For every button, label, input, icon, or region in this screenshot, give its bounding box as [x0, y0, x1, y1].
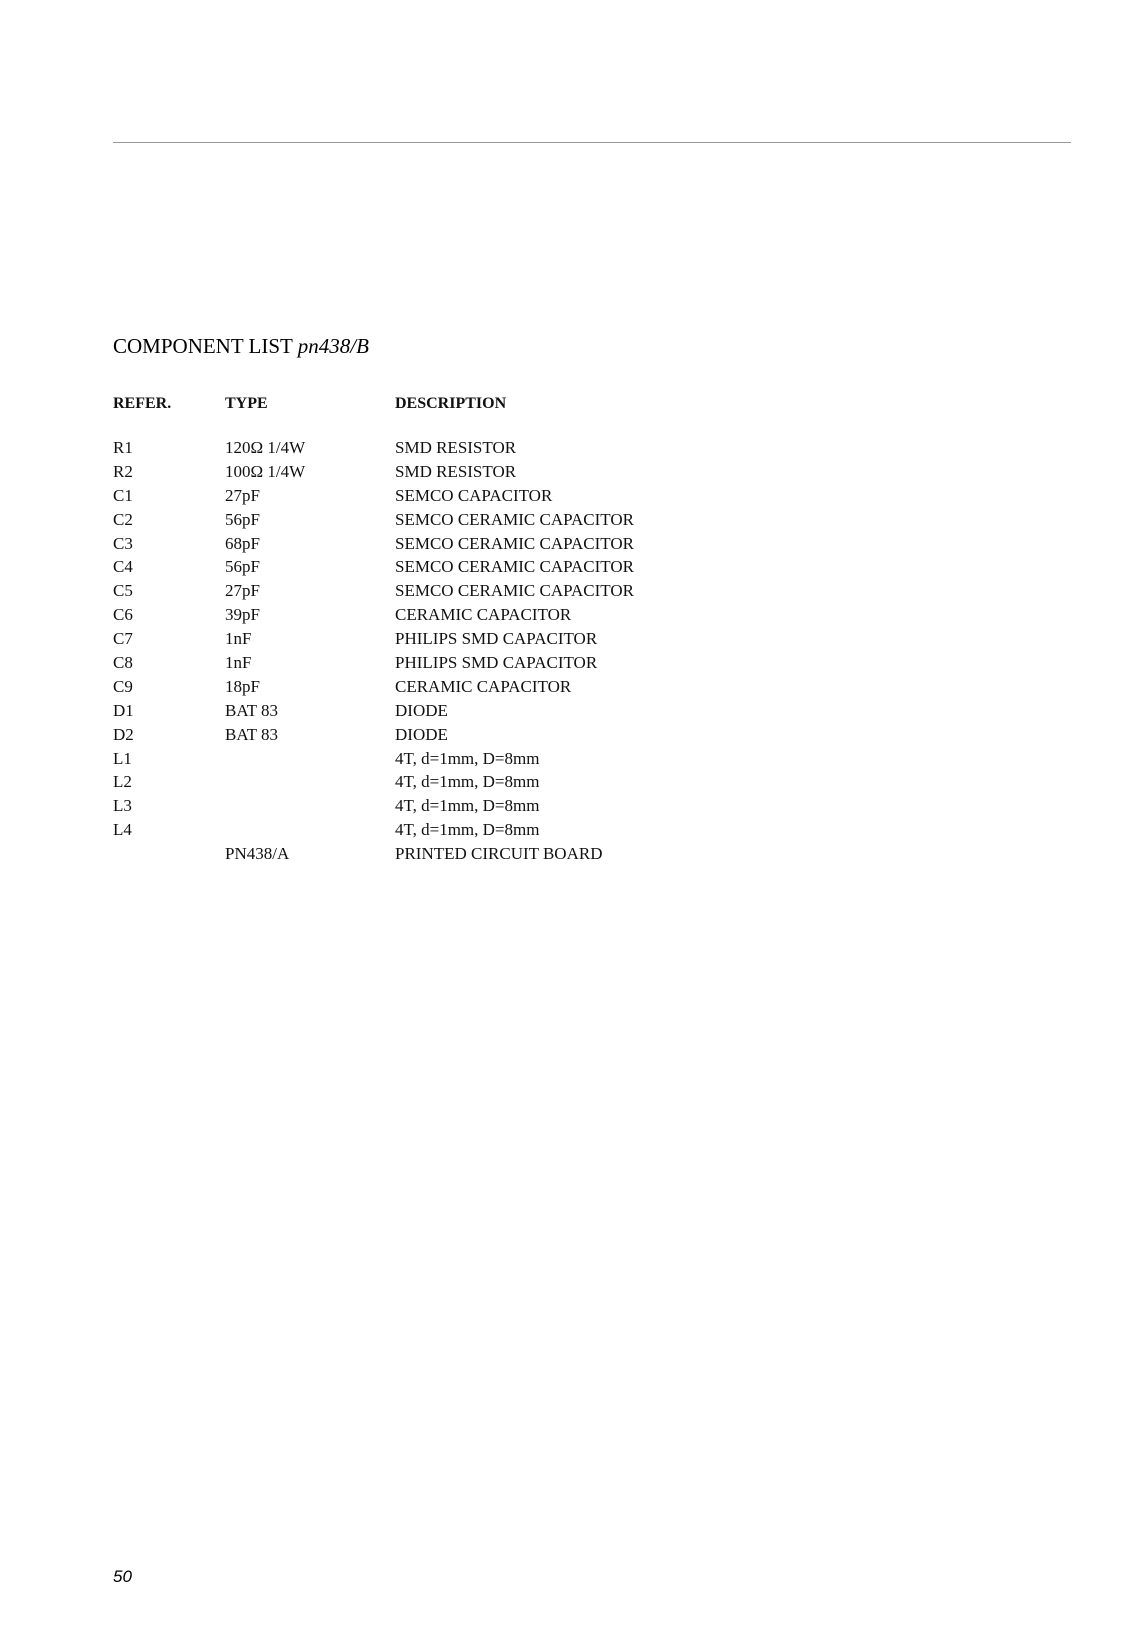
row-reference: L1	[113, 748, 132, 768]
row-description: PHILIPS SMD CAPACITOR	[395, 629, 598, 649]
page-title-model: pn438/B	[297, 334, 369, 358]
row-description: PHILIPS SMD CAPACITOR	[395, 653, 598, 673]
row-description: 4T, d=1mm, D=8mm	[395, 820, 540, 840]
row-type: 1nF	[225, 653, 252, 673]
row-reference: C5	[113, 581, 133, 601]
table-row	[113, 794, 813, 818]
row-description: SEMCO CERAMIC CAPACITOR	[395, 557, 635, 577]
row-description: 4T, d=1mm, D=8mm	[395, 796, 540, 816]
table-row	[113, 842, 813, 866]
row-type: 56pF	[225, 557, 260, 577]
row-type: BAT 83	[225, 724, 279, 744]
table-row	[113, 651, 813, 675]
row-type: 18pF	[225, 676, 260, 696]
row-type: 68pF	[225, 533, 260, 553]
table-row	[113, 723, 813, 747]
row-type: 120Ω 1/4W	[225, 438, 306, 457]
row-description: DIODE	[395, 700, 448, 720]
row-description: CERAMIC CAPACITOR	[395, 676, 572, 696]
row-description: PRINTED CIRCUIT BOARD	[395, 844, 603, 864]
table-row	[113, 579, 813, 603]
row-reference: C6	[113, 605, 133, 625]
row-reference: C8	[113, 653, 133, 673]
row-type: 27pF	[225, 581, 260, 601]
row-description: SMD RESISTOR	[395, 438, 517, 457]
table-row	[113, 770, 813, 794]
table-body	[113, 436, 813, 866]
row-reference: D2	[113, 724, 134, 744]
row-description: SEMCO CERAMIC CAPACITOR	[395, 581, 635, 601]
row-type: 39pF	[225, 605, 260, 625]
row-description: SEMCO CERAMIC CAPACITOR	[395, 533, 635, 553]
row-description: SEMCO CERAMIC CAPACITOR	[395, 509, 635, 529]
row-type: BAT 83	[225, 700, 279, 720]
row-reference: L3	[113, 796, 132, 816]
row-reference: C4	[113, 557, 133, 577]
table-row	[113, 484, 813, 508]
component-table	[113, 392, 813, 866]
row-reference: D1	[113, 700, 134, 720]
row-reference: L2	[113, 772, 132, 792]
row-type: PN438/A	[225, 844, 290, 864]
row-reference: C7	[113, 629, 133, 649]
table-row	[113, 508, 813, 532]
column-header-type: TYPE	[225, 395, 268, 412]
row-reference: C9	[113, 676, 133, 696]
table-row	[113, 627, 813, 651]
row-reference: R1	[113, 438, 133, 457]
row-reference: C2	[113, 509, 133, 529]
page-title	[113, 332, 369, 360]
row-type: 56pF	[225, 509, 260, 529]
table-row	[113, 603, 813, 627]
header-rule	[113, 142, 1071, 143]
row-description: DIODE	[395, 724, 448, 744]
table-row	[113, 675, 813, 699]
row-type: 1nF	[225, 629, 252, 649]
row-type: 100Ω 1/4W	[225, 461, 306, 481]
row-type: 27pF	[225, 485, 260, 505]
table-header-row	[113, 392, 813, 416]
table-row	[113, 818, 813, 842]
column-header-reference: REFER.	[113, 395, 172, 412]
table-row	[113, 436, 813, 460]
row-description: CERAMIC CAPACITOR	[395, 605, 572, 625]
table-row	[113, 460, 813, 484]
row-reference: C1	[113, 485, 133, 505]
page-number: 50	[113, 1567, 132, 1586]
row-description: 4T, d=1mm, D=8mm	[395, 748, 540, 768]
table-row	[113, 747, 813, 771]
row-reference: L4	[113, 820, 132, 840]
table-row	[113, 555, 813, 579]
row-description: 4T, d=1mm, D=8mm	[395, 772, 540, 792]
row-description: SMD RESISTOR	[395, 461, 517, 481]
row-reference: R2	[113, 461, 133, 481]
column-header-description: DESCRIPTION	[395, 395, 507, 412]
table-row	[113, 532, 813, 556]
page-title-main: COMPONENT LIST	[113, 334, 298, 358]
row-description: SEMCO CAPACITOR	[395, 485, 553, 505]
table-row	[113, 699, 813, 723]
row-reference: C3	[113, 533, 133, 553]
